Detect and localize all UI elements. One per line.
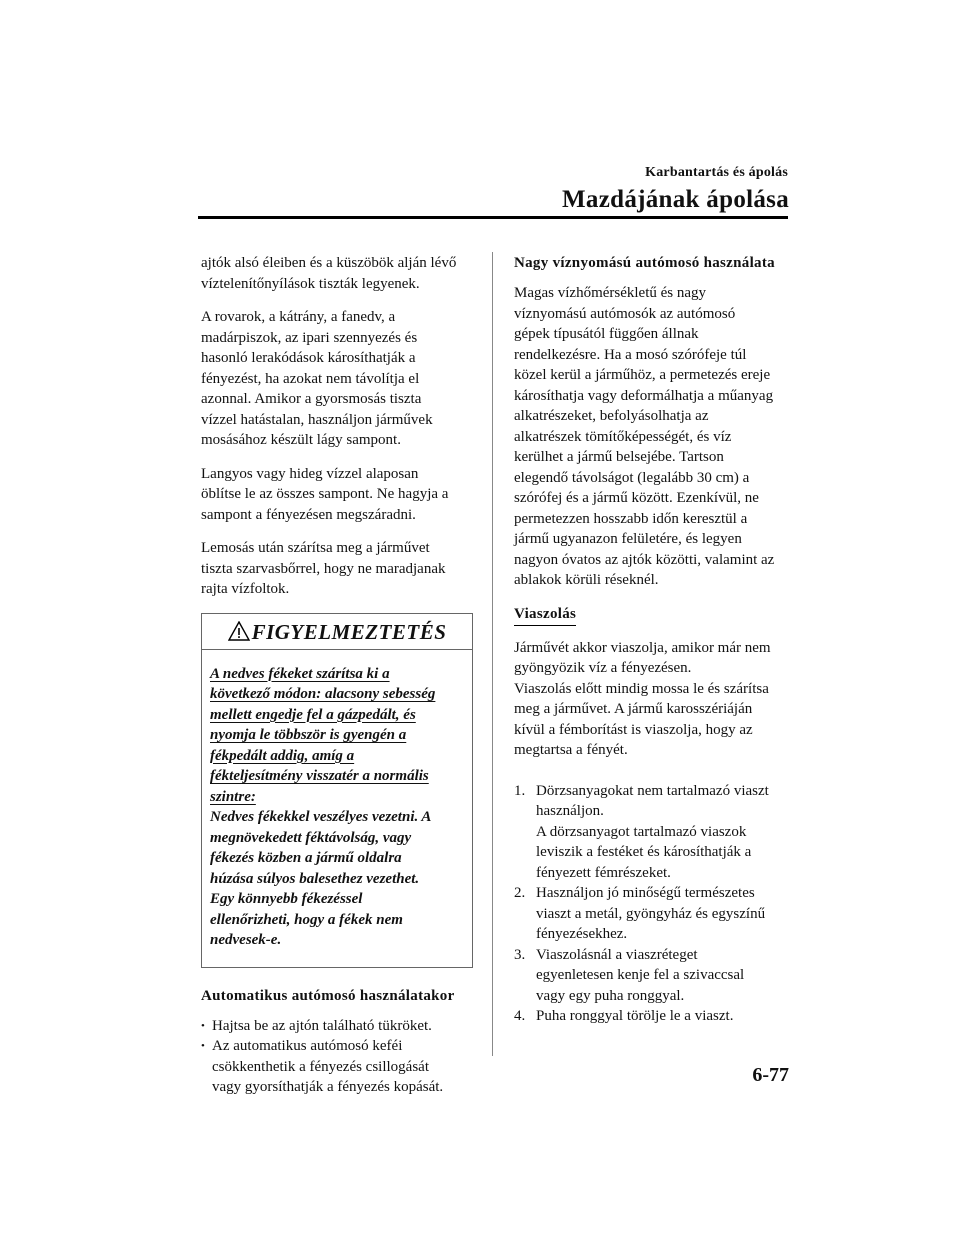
text-line: nagyon óvatos az ajtók közötti, valamint az <box>514 551 775 568</box>
paragraph-contaminants <box>201 307 473 451</box>
auto-wash-heading: Automatikus autómosó használatakor <box>201 987 455 1004</box>
text-line: alkatrészek tömítőképességét, és víz <box>514 428 732 445</box>
list-item-line: vagy gyorsíthatják a fényezés kopását. <box>212 1079 444 1095</box>
list-item <box>201 1016 473 1037</box>
warning-instructions <box>210 664 464 808</box>
warning-triangle-icon <box>228 621 250 641</box>
text-line: tiszta szarvasbőrrel, hogy ne maradjanak <box>201 560 446 577</box>
warning-line: szintre: <box>210 788 256 805</box>
waxing-steps <box>514 781 790 1027</box>
text-line: vízzel hatástalan, használjon járművek <box>201 411 433 428</box>
page-title: Mazdájának ápolása <box>562 186 789 213</box>
pressure-wash-heading: Nagy víznyomású autómosó használata <box>514 255 775 271</box>
text-line: Lemosás után szárítsa meg a járművet <box>201 540 430 556</box>
step-line: fényezett fémrészeket. <box>536 864 671 881</box>
step-line: egyenletesen kenje fel a szivaccsal <box>536 967 745 983</box>
text-line: madárpiszok, az ipari szennyezés és <box>201 329 418 346</box>
warning-line: fékezés közben a jármű oldalra <box>210 850 402 866</box>
step-item <box>514 781 790 884</box>
warning-reason <box>210 807 464 951</box>
warning-line: Nedves fékekkel veszélyes vezetni. A <box>210 809 432 825</box>
warning-box <box>201 613 473 968</box>
warning-line: fékpedált addig, amíg a <box>210 747 355 764</box>
header-rule <box>198 216 788 219</box>
step-line: használjon. <box>536 803 604 819</box>
text-line: víztelenítőnyílások tiszták legyenek. <box>201 275 420 292</box>
paragraph-drain-holes <box>201 253 473 294</box>
step-line: Puha ronggyal törölje le a viaszt. <box>536 1008 734 1024</box>
list-item <box>201 1036 473 1098</box>
text-line: megtartsa a fényét. <box>514 742 628 758</box>
text-line: Viaszolás előtt mindig mossa le és szárítsa <box>514 680 769 697</box>
warning-line: A nedves fékeket szárítsa ki a <box>210 665 390 682</box>
waxing-text <box>514 638 790 761</box>
step-line: fényezésekhez. <box>536 926 628 942</box>
text-line: ajtók alsó éleiben és a küszöbök alján lévő <box>201 255 457 271</box>
step-line: vagy egy puha ronggyal. <box>536 987 685 1004</box>
step-item <box>514 945 790 1007</box>
text-line: mosásához készült lágy sampont. <box>201 432 401 448</box>
warning-line: Egy könnyebb fékezéssel <box>210 891 363 907</box>
waxing-heading: Viaszolás <box>514 606 576 626</box>
warning-line: következő módon: alacsony sebesség <box>210 686 436 702</box>
text-line: hasonló lerakódások károsíthatják a <box>201 350 416 366</box>
text-line: meg a járművet. A jármű karosszériáján <box>514 701 753 717</box>
text-line: permetezzen hosszabb időn keresztül a <box>514 510 748 527</box>
pressure-wash-text <box>514 283 790 591</box>
text-line: gépek típusától függően állnak <box>514 326 699 342</box>
column-divider <box>492 252 493 1056</box>
step-number: 4. <box>514 1008 526 1024</box>
text-line: öblítse le az összes sampont. Ne hagyja a <box>201 486 449 502</box>
text-line: alkatrészeket, befolyásolhatja az <box>514 408 709 424</box>
text-line: jármű ugyanazon felületére, és legyen <box>514 531 742 547</box>
text-line: szórófej és a jármű között. Ezenkívül, ne <box>514 490 759 506</box>
text-line: ablakok körüli réseknél. <box>514 572 659 588</box>
left-column <box>201 253 473 1098</box>
warning-body <box>210 664 464 951</box>
text-line: rajta vízfoltok. <box>201 581 290 597</box>
warning-line: nyomja le többször is gyengén a <box>210 727 407 743</box>
text-line: rendelkezésre. Ha a mosó szórófeje túl <box>514 346 747 363</box>
step-line: leviszik a festéket és károsíthatják a <box>536 844 752 860</box>
step-number: 1. <box>514 782 526 799</box>
warning-title <box>202 614 472 650</box>
step-number: 2. <box>514 885 526 901</box>
list-item-line: csökkenthetik a fényezés csillogását <box>212 1058 430 1075</box>
list-item-line: Az automatikus autómosó keféi <box>212 1038 403 1054</box>
text-line: víznyomású autómosók az autómosó <box>514 305 736 322</box>
text-line: kerülhet a jármű belsejébe. Tartson <box>514 449 724 465</box>
step-number: 3. <box>514 946 526 963</box>
paragraph-dry <box>201 538 473 600</box>
text-line: közel kerül a járműhöz, a permetezés ereje <box>514 367 771 383</box>
text-line: károsíthatja vagy deformálhatja a műanyag <box>514 387 774 404</box>
warning-line: fékteljesítmény visszatér a normális <box>210 768 429 784</box>
auto-wash-list <box>201 1016 473 1098</box>
step-line: Dörzsanyagokat nem tartalmazó viaszt <box>536 782 769 799</box>
text-line: gyöngyözik víz a fényezésen. <box>514 660 692 676</box>
warning-line: mellett engedje fel a gázpedált, és <box>210 706 416 723</box>
text-line: sampont a fényezésen megszáradni. <box>201 506 416 523</box>
step-item <box>514 883 790 945</box>
list-item-line: Hajtsa be az ajtón található tükröket. <box>212 1017 432 1034</box>
section-label: Karbantartás és ápolás <box>645 165 788 180</box>
text-line: Magas vízhőmérsékletű és nagy <box>514 285 707 301</box>
step-line: A dörzsanyagot tartalmazó viaszok <box>536 823 747 840</box>
warning-line: megnövekedett féktávolság, vagy <box>210 829 412 846</box>
text-line: kívül a fémborítást is viaszolja, hogy az <box>514 721 753 738</box>
page-number: 6-77 <box>752 1064 789 1086</box>
paragraph-rinse <box>201 464 473 526</box>
text-line: azonnal. Amikor a gyorsmosás tiszta <box>201 391 422 407</box>
warning-line: ellenőrizheti, hogy a fékek nem <box>210 911 403 928</box>
step-line: Viaszolásnál a viaszréteget <box>536 946 698 963</box>
warning-title-text: FIGYELMEZTETÉS <box>251 619 447 644</box>
step-line: viaszt a metál, gyöngyház és egyszínű <box>536 905 766 922</box>
right-column <box>514 253 790 1027</box>
text-line: fényezést, ha azokat nem távolítja el <box>201 370 420 387</box>
step-line: Használjon jó minőségű természetes <box>536 885 755 901</box>
text-line: A rovarok, a kátrány, a fanedv, a <box>201 309 396 325</box>
warning-line: húzása súlyos balesethez vezethet. <box>210 870 420 887</box>
text-line: Járművét akkor viaszolja, amikor már nem <box>514 639 771 656</box>
text-line: elegendő távolságot (legalább 30 cm) a <box>514 469 750 486</box>
text-line: Langyos vagy hideg vízzel alaposan <box>201 465 419 482</box>
step-item <box>514 1006 790 1027</box>
warning-line: nedvesek-e. <box>210 932 282 948</box>
